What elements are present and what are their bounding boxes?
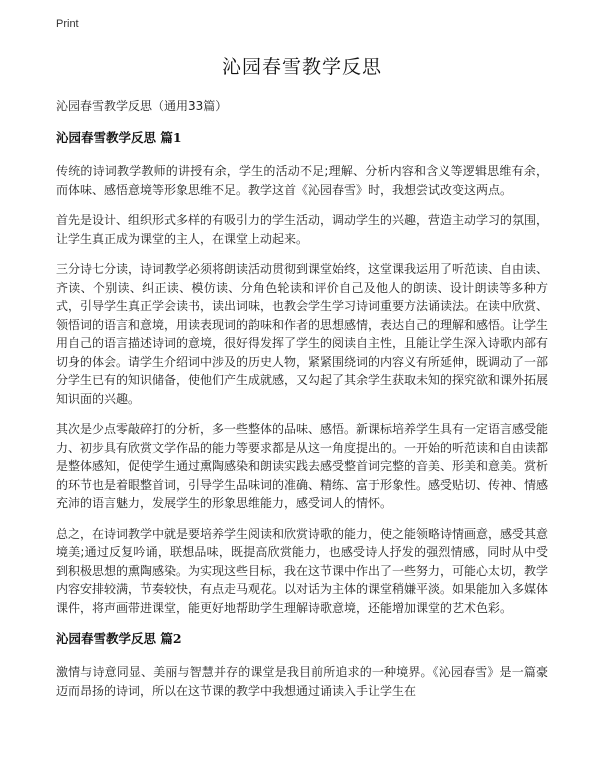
paragraph: 激情与诗意同显、美丽与智慧并存的课堂是我目前所追求的一种境界。《沁园春雪》是一篇豪迈而昂扬的诗词，所以在这节课的教学中我想通过诵读入手让学生在 xyxy=(56,665,548,698)
paragraph: 首先是设计、组织形式多样的有吸引力的学生活动，调动学生的兴趣，营造主动学习的氛围，让学生真正成为课堂的主人，在课堂上动起来。 xyxy=(56,213,549,246)
document-subtitle: 沁园春雪教学反思（通用33篇） xyxy=(56,99,228,113)
document-page xyxy=(56,52,548,712)
section-heading: 沁园春雪教学反思 篇2 xyxy=(56,631,182,646)
section-heading: 沁园春雪教学反思 篇1 xyxy=(56,130,182,145)
paragraph: 传统的诗词教学教师的讲授有余，学生的活动不足;理解、分析内容和含义等逻辑思维有余，而体味、感悟意境等形象思维不足。教学这首《沁园春雪》时，我想尝试改变这两点。 xyxy=(56,164,548,197)
page-title: 沁园春雪教学反思 xyxy=(221,56,382,78)
paragraph: 三分诗七分读，诗词教学必须将朗读活动贯彻到课堂始终，这堂课我运用了听范读、自由读、齐读、个别读、纠正读、模仿读、分角色轮读和评价自己及他人的朗读、设计朗读等多种方式，引导学生真正学会读书，读出词味，也教会学生学习诗词重要方法诵读法。在读中欣赏、领悟词的语言和意境，用读表现词的韵味和作者的思想感情，表达自己的理解和感悟。让学生用自己的语言描述诗词的意境，很好得发挥了学生的阅读自主性，且能让学生深入诗歌内部有切身的体会。请学生介绍词中涉及的历史人物，紧紧围绕词的内容义有所延伸，既调动了一部分学生已有的知识储备，使他们产生成就感，又勾起了其余学生获取未知的探究欲和课外拓展知识面的兴趣。 xyxy=(56,262,549,406)
section-2 xyxy=(56,629,548,700)
section-1 xyxy=(56,128,548,617)
print-link[interactable]: Print xyxy=(56,18,79,30)
paragraph: 总之，在诗词教学中就是要培养学生阅读和欣赏诗歌的能力，使之能领略诗情画意，感受其意境美;通过反复吟诵，联想品味，既提高欣赏能力，也感受诗人抒发的强烈情感，同时从中受到积极思想的熏陶感染。为实现这些目标，我在这节课中作出了一些努力，可能心太切，教学内容安排较满，节奏较快，有点走马观花。以对话为主体的课堂稍嫌平淡。如果能加入多媒体课件，将声画带进课堂，能更好地帮助学生理解诗歌意境，还能增加课堂的艺术色彩。 xyxy=(56,526,549,615)
paragraph: 其次是少点零敲碎打的分析，多一些整体的品味、感悟。新课标培养学生具有一定语言感受能力、初步具有欣赏文学作品的能力等要求都是从这一角度提出的。一开始的听范读和自由读都是整体感知，促使学生通过熏陶感染和朗读实践去感受整首词完整的音美、形美和意美。赏析的环节也是着眼整首词，引导学生品味词的准确、精练、富于形象性。感受贴切、传神、情感充沛的语言魅力，发展学生的形象思维能力，感受词人的情怀。 xyxy=(56,422,549,510)
